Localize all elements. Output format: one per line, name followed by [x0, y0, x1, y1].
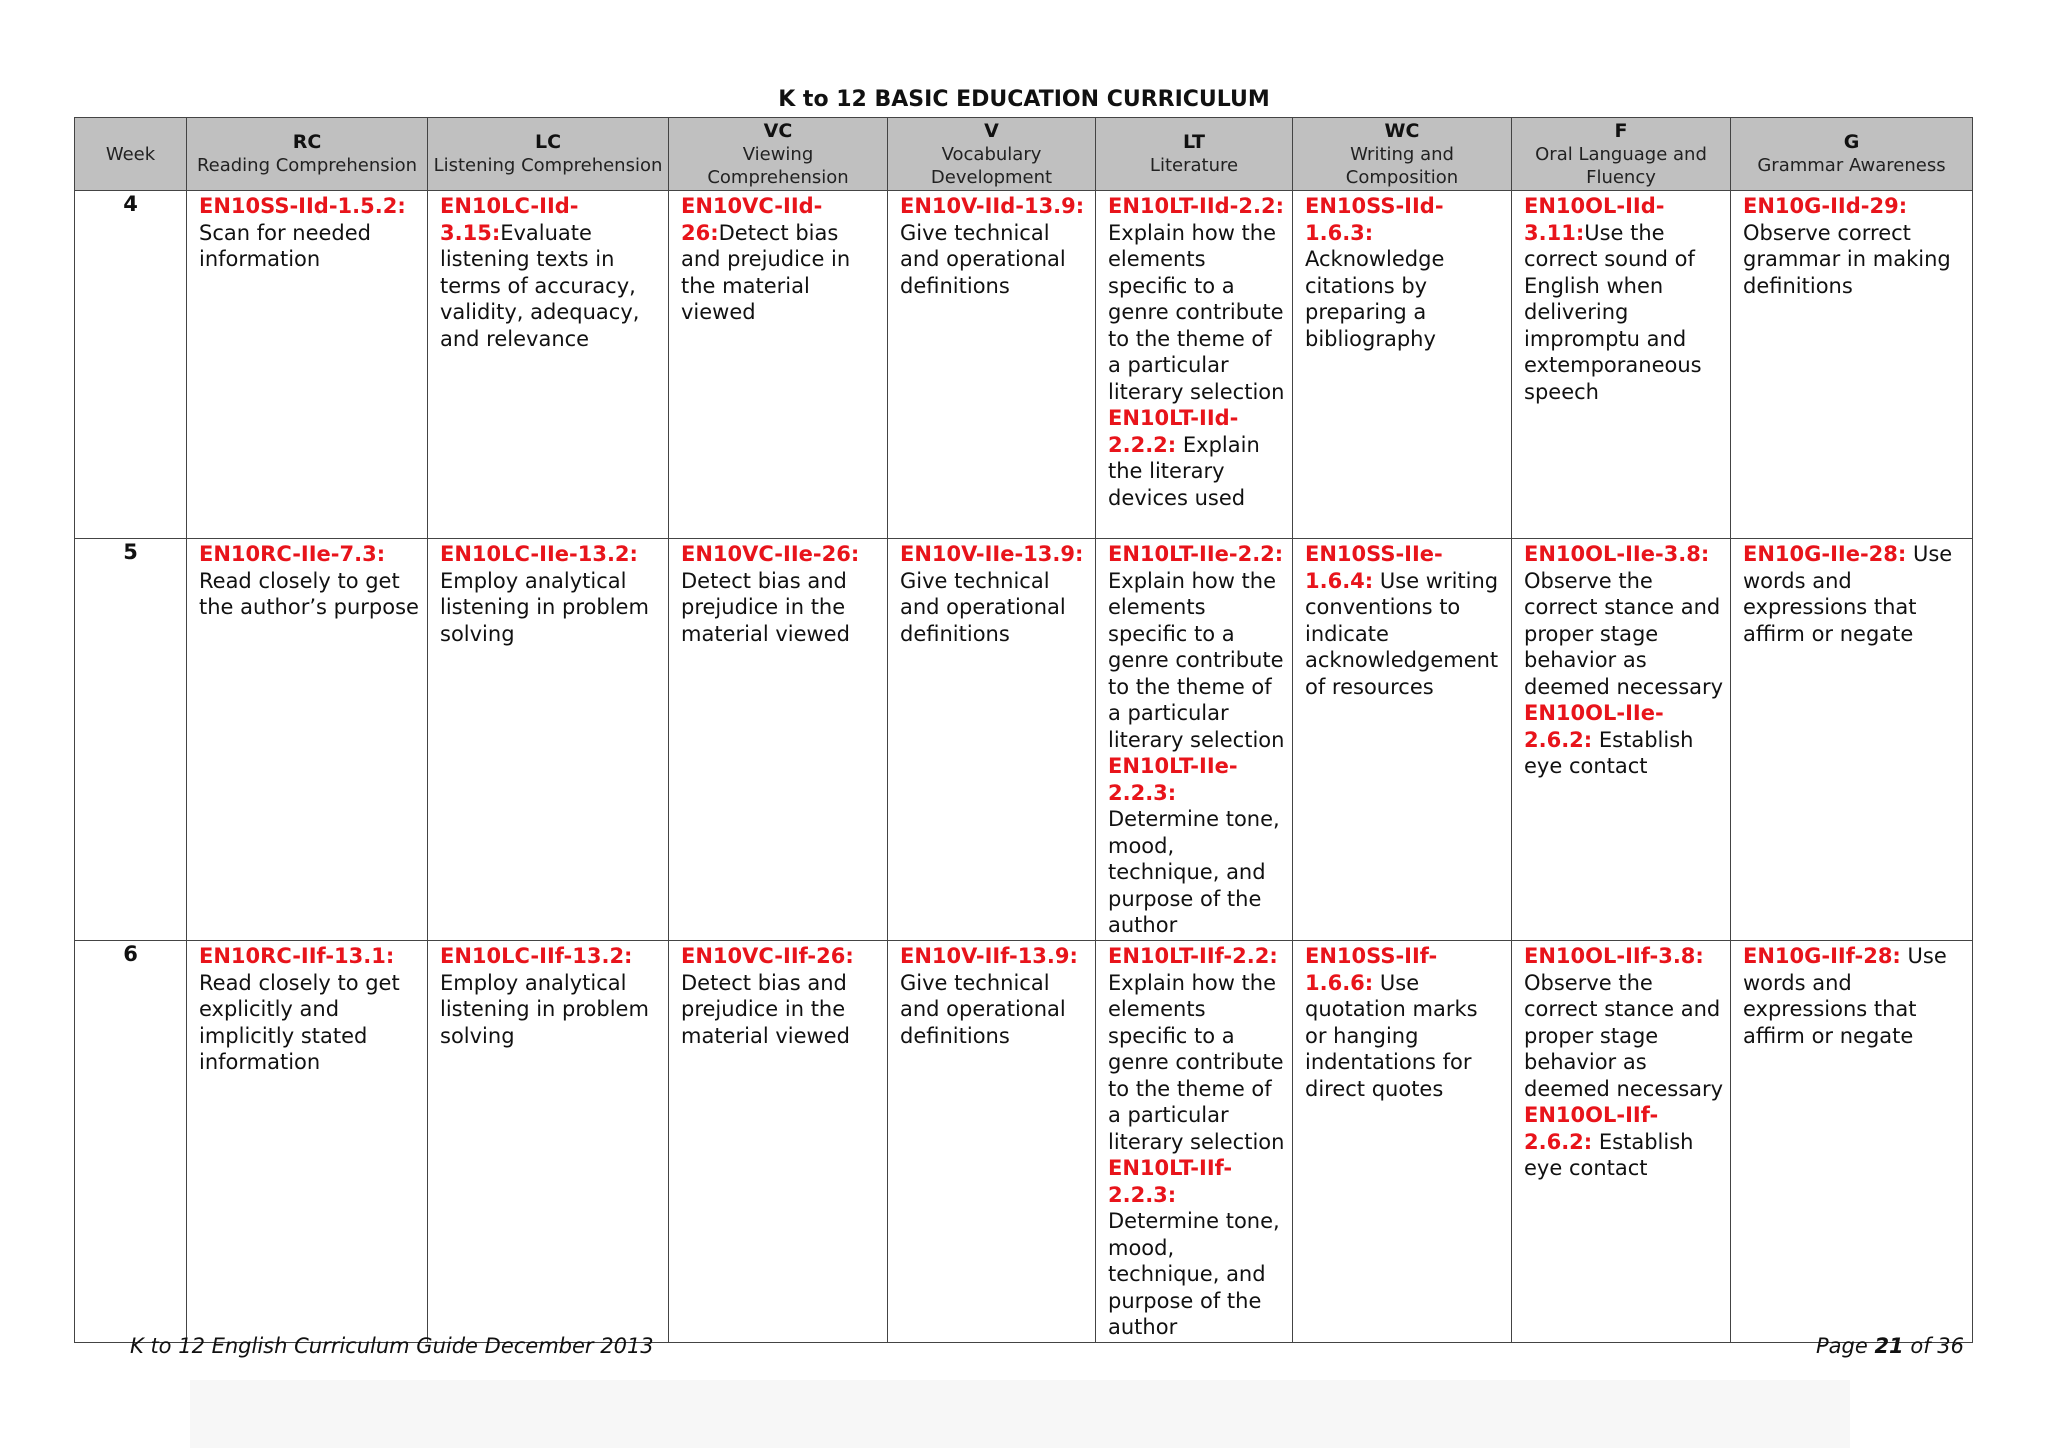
competency-cell — [187, 941, 428, 1343]
competency-item — [1743, 943, 1966, 1049]
competency-item — [1743, 541, 1966, 647]
competency-item — [900, 943, 1089, 1049]
competency-code: EN10LC-IIe-13.2: — [440, 542, 638, 566]
table-row — [75, 941, 1973, 1343]
header-v — [888, 118, 1096, 191]
header-abbr: LC — [534, 131, 562, 153]
competency-text: Establish eye contact — [1524, 727, 1694, 778]
competency-cell — [1731, 539, 1973, 941]
competency-code: EN10VC-IIe-26: — [681, 542, 860, 566]
competency-text: Give technical and operational definitions — [900, 220, 1066, 298]
competency-code: EN10OL-IIf-3.8: — [1524, 944, 1704, 968]
competency-item — [1108, 1155, 1286, 1341]
competency-item — [1743, 193, 1966, 299]
competency-code: EN10LC-IIf-13.2: — [440, 944, 633, 968]
competency-item — [1305, 193, 1505, 352]
competency-item — [1524, 1102, 1724, 1182]
document-title: K to 12 BASIC EDUCATION CURRICULUM — [778, 87, 1270, 112]
page-current: 21 — [1874, 1334, 1904, 1358]
competency-text: Use writing conventions to indicate acknowledgement of resources — [1305, 568, 1499, 699]
competency-item — [1108, 405, 1286, 511]
competency-cell — [428, 941, 669, 1343]
competency-text: Observe the correct stance and proper stage behavior as deemed necessary — [1524, 970, 1724, 1101]
competency-text: Use words and expressions that affirm or negate — [1743, 542, 1953, 646]
competency-cell — [1293, 191, 1512, 539]
competency-item — [1108, 943, 1286, 1155]
competency-text: Use words and expressions that affirm or negate — [1743, 944, 1947, 1048]
header-abbr: G — [1843, 131, 1860, 153]
competency-text: Employ analytical listening in problem solving — [440, 568, 649, 646]
header-abbr: LT — [1183, 131, 1205, 153]
header-row — [75, 118, 1973, 191]
week-number: 6 — [75, 941, 187, 1343]
header-abbr: VC — [763, 119, 793, 142]
competency-item — [199, 943, 421, 1076]
competency-code: EN10OL-IIe-3.8: — [1524, 542, 1710, 566]
header-full: Grammar Awareness — [1757, 155, 1946, 176]
competency-cell — [187, 539, 428, 941]
competency-code: EN10LT-IIf-2.2: — [1108, 944, 1278, 968]
competency-cell — [428, 191, 669, 539]
header-abbr: F — [1614, 119, 1628, 142]
competency-cell — [1512, 941, 1731, 1343]
competency-code: EN10OL-IIf-2.6.2: — [1524, 1103, 1659, 1154]
competency-item — [199, 541, 421, 621]
competency-cell — [1293, 941, 1512, 1343]
competency-text: Scan for needed information — [199, 220, 372, 271]
page-bottom-shade — [190, 1380, 1850, 1448]
competency-code: EN10SS-IId-1.5.2: — [199, 194, 406, 218]
competency-cell — [888, 191, 1096, 539]
competency-code: EN10G-IIf-28: — [1743, 944, 1901, 968]
competency-code: EN10OL-IIe-2.6.2: — [1524, 701, 1664, 752]
header-rc — [187, 118, 428, 191]
competency-item — [900, 541, 1089, 647]
competency-code: EN10SS-IIf-1.6.6: — [1305, 944, 1438, 995]
competency-code: EN10LT-IId-2.2: — [1108, 194, 1284, 218]
competency-text: Observe correct grammar in making definitions — [1743, 220, 1951, 298]
competency-item — [681, 943, 881, 1049]
competency-cell — [1512, 191, 1731, 539]
header-lc — [428, 118, 669, 191]
competency-text: Use quotation marks or hanging indentations for direct quotes — [1305, 970, 1478, 1101]
competency-code: EN10VC-IIf-26: — [681, 944, 854, 968]
competency-text: Determine tone, mood, technique, and purpose of the author — [1108, 807, 1280, 937]
header-full: Vocabulary Development — [930, 143, 1053, 188]
competency-code: EN10V-IIe-13.9: — [900, 542, 1084, 566]
header-full: Literature — [1149, 155, 1239, 176]
header-wc — [1293, 118, 1512, 191]
competency-item — [1305, 541, 1505, 700]
competency-item — [1305, 943, 1505, 1102]
competency-code: EN10SS-IIe-1.6.4: — [1305, 542, 1443, 593]
competency-text: Explain how the elements specific to a genre contribute to the theme of a particular literary selection — [1108, 970, 1285, 1154]
header-full: Writing and Composition — [1345, 143, 1459, 188]
competency-item — [440, 541, 662, 647]
competency-code: EN10LC-IId-3.15: — [440, 194, 579, 245]
competency-cell — [187, 191, 428, 539]
competency-text: Determine tone, mood, technique, and purpose of the author — [1108, 1209, 1280, 1339]
competency-code: EN10G-IId-29: — [1743, 194, 1908, 218]
competency-text: Read closely to get explicitly and implicitly stated information — [199, 970, 400, 1074]
header-full: Oral Language and Fluency — [1535, 143, 1707, 188]
competency-text: Detect bias and prejudice in the material viewed — [681, 568, 850, 646]
competency-item — [1524, 700, 1724, 780]
competency-code: EN10V-IId-13.9: — [900, 194, 1085, 218]
competency-item — [1524, 193, 1724, 405]
competency-code: EN10VC-IId-26: — [681, 194, 823, 245]
competency-item — [1108, 541, 1286, 753]
competency-item — [681, 193, 881, 326]
competency-text: Evaluate listening texts in terms of accuracy, validity, adequacy, and relevance — [440, 220, 640, 351]
header-full: Reading Comprehension — [196, 155, 418, 176]
competency-text: Give technical and operational definitions — [900, 970, 1066, 1048]
table-row — [75, 539, 1973, 941]
competency-text: Establish eye contact — [1524, 1129, 1694, 1180]
competency-code: EN10RC-IIe-7.3: — [199, 542, 386, 566]
competency-code: EN10LT-IIf-2.2.3: — [1108, 1156, 1233, 1207]
competency-cell — [1731, 191, 1973, 539]
header-full: Listening Comprehension — [433, 155, 663, 176]
competency-text: Employ analytical listening in problem solving — [440, 970, 649, 1048]
competency-code: EN10SS-IId-1.6.3: — [1305, 194, 1444, 245]
competency-text: Read closely to get the author’s purpose — [199, 568, 419, 619]
competency-code: EN10RC-IIf-13.1: — [199, 944, 395, 968]
table-row — [75, 191, 1973, 539]
competency-code: EN10G-IIe-28: — [1743, 542, 1907, 566]
competency-item — [440, 193, 662, 352]
header-vc — [669, 118, 888, 191]
competency-cell — [1731, 941, 1973, 1343]
footer-guide-title: K to 12 English Curriculum Guide December 2013 — [130, 1334, 654, 1358]
competency-code: EN10LT-IId-2.2.2: — [1108, 406, 1239, 457]
competency-cell — [888, 941, 1096, 1343]
competency-item — [440, 943, 662, 1049]
competency-cell — [428, 539, 669, 941]
competency-text: Observe the correct stance and proper stage behavior as deemed necessary — [1524, 568, 1724, 699]
competency-cell — [1293, 539, 1512, 941]
table-body — [75, 191, 1973, 1343]
header-g — [1731, 118, 1973, 191]
competency-cell — [669, 539, 888, 941]
competency-item — [1524, 541, 1724, 700]
competency-text: Give technical and operational definitions — [900, 568, 1066, 646]
competency-text: Detect bias and prejudice in the material viewed — [681, 220, 851, 324]
header-full: Viewing Comprehension — [707, 143, 849, 188]
competency-text: Use the correct sound of English when delivering impromptu and extemporaneous speech — [1524, 220, 1702, 404]
header-week: Week — [75, 118, 187, 191]
competency-cell — [669, 941, 888, 1343]
competency-item — [1108, 193, 1286, 405]
competency-cell — [1096, 539, 1293, 941]
curriculum-table — [74, 117, 1973, 1343]
competency-text: Explain how the elements specific to a genre contribute to the theme of a particular literary selection — [1108, 220, 1285, 404]
page-total: of 36 — [1910, 1334, 1964, 1358]
header-abbr: V — [984, 119, 999, 142]
competency-text: Explain the literary devices used — [1108, 432, 1260, 510]
competency-item — [199, 193, 421, 273]
header-abbr: RC — [292, 131, 322, 153]
competency-code: EN10V-IIf-13.9: — [900, 944, 1078, 968]
competency-item — [900, 193, 1089, 299]
competency-code: EN10LT-IIe-2.2: — [1108, 542, 1284, 566]
competency-cell — [1096, 191, 1293, 539]
week-number: 5 — [75, 539, 187, 941]
page-prefix: Page — [1815, 1334, 1868, 1358]
competency-cell — [1096, 941, 1293, 1343]
header-lt — [1096, 118, 1293, 191]
week-number: 4 — [75, 191, 187, 539]
competency-code: EN10LT-IIe-2.2.3: — [1108, 754, 1238, 805]
competency-cell — [1512, 539, 1731, 941]
footer-page-number — [1816, 1334, 1964, 1358]
competency-code: EN10OL-IId-3.11: — [1524, 194, 1665, 245]
competency-cell — [888, 539, 1096, 941]
competency-item — [1524, 943, 1724, 1102]
header-abbr: WC — [1384, 119, 1420, 142]
competency-text: Explain how the elements specific to a genre contribute to the theme of a particular literary selection — [1108, 568, 1285, 752]
header-f — [1512, 118, 1731, 191]
competency-item — [1108, 753, 1286, 939]
competency-text: Acknowledge citations by preparing a bibliography — [1305, 247, 1445, 351]
competency-cell — [669, 191, 888, 539]
competency-text: Detect bias and prejudice in the material viewed — [681, 970, 850, 1048]
competency-item — [681, 541, 881, 647]
